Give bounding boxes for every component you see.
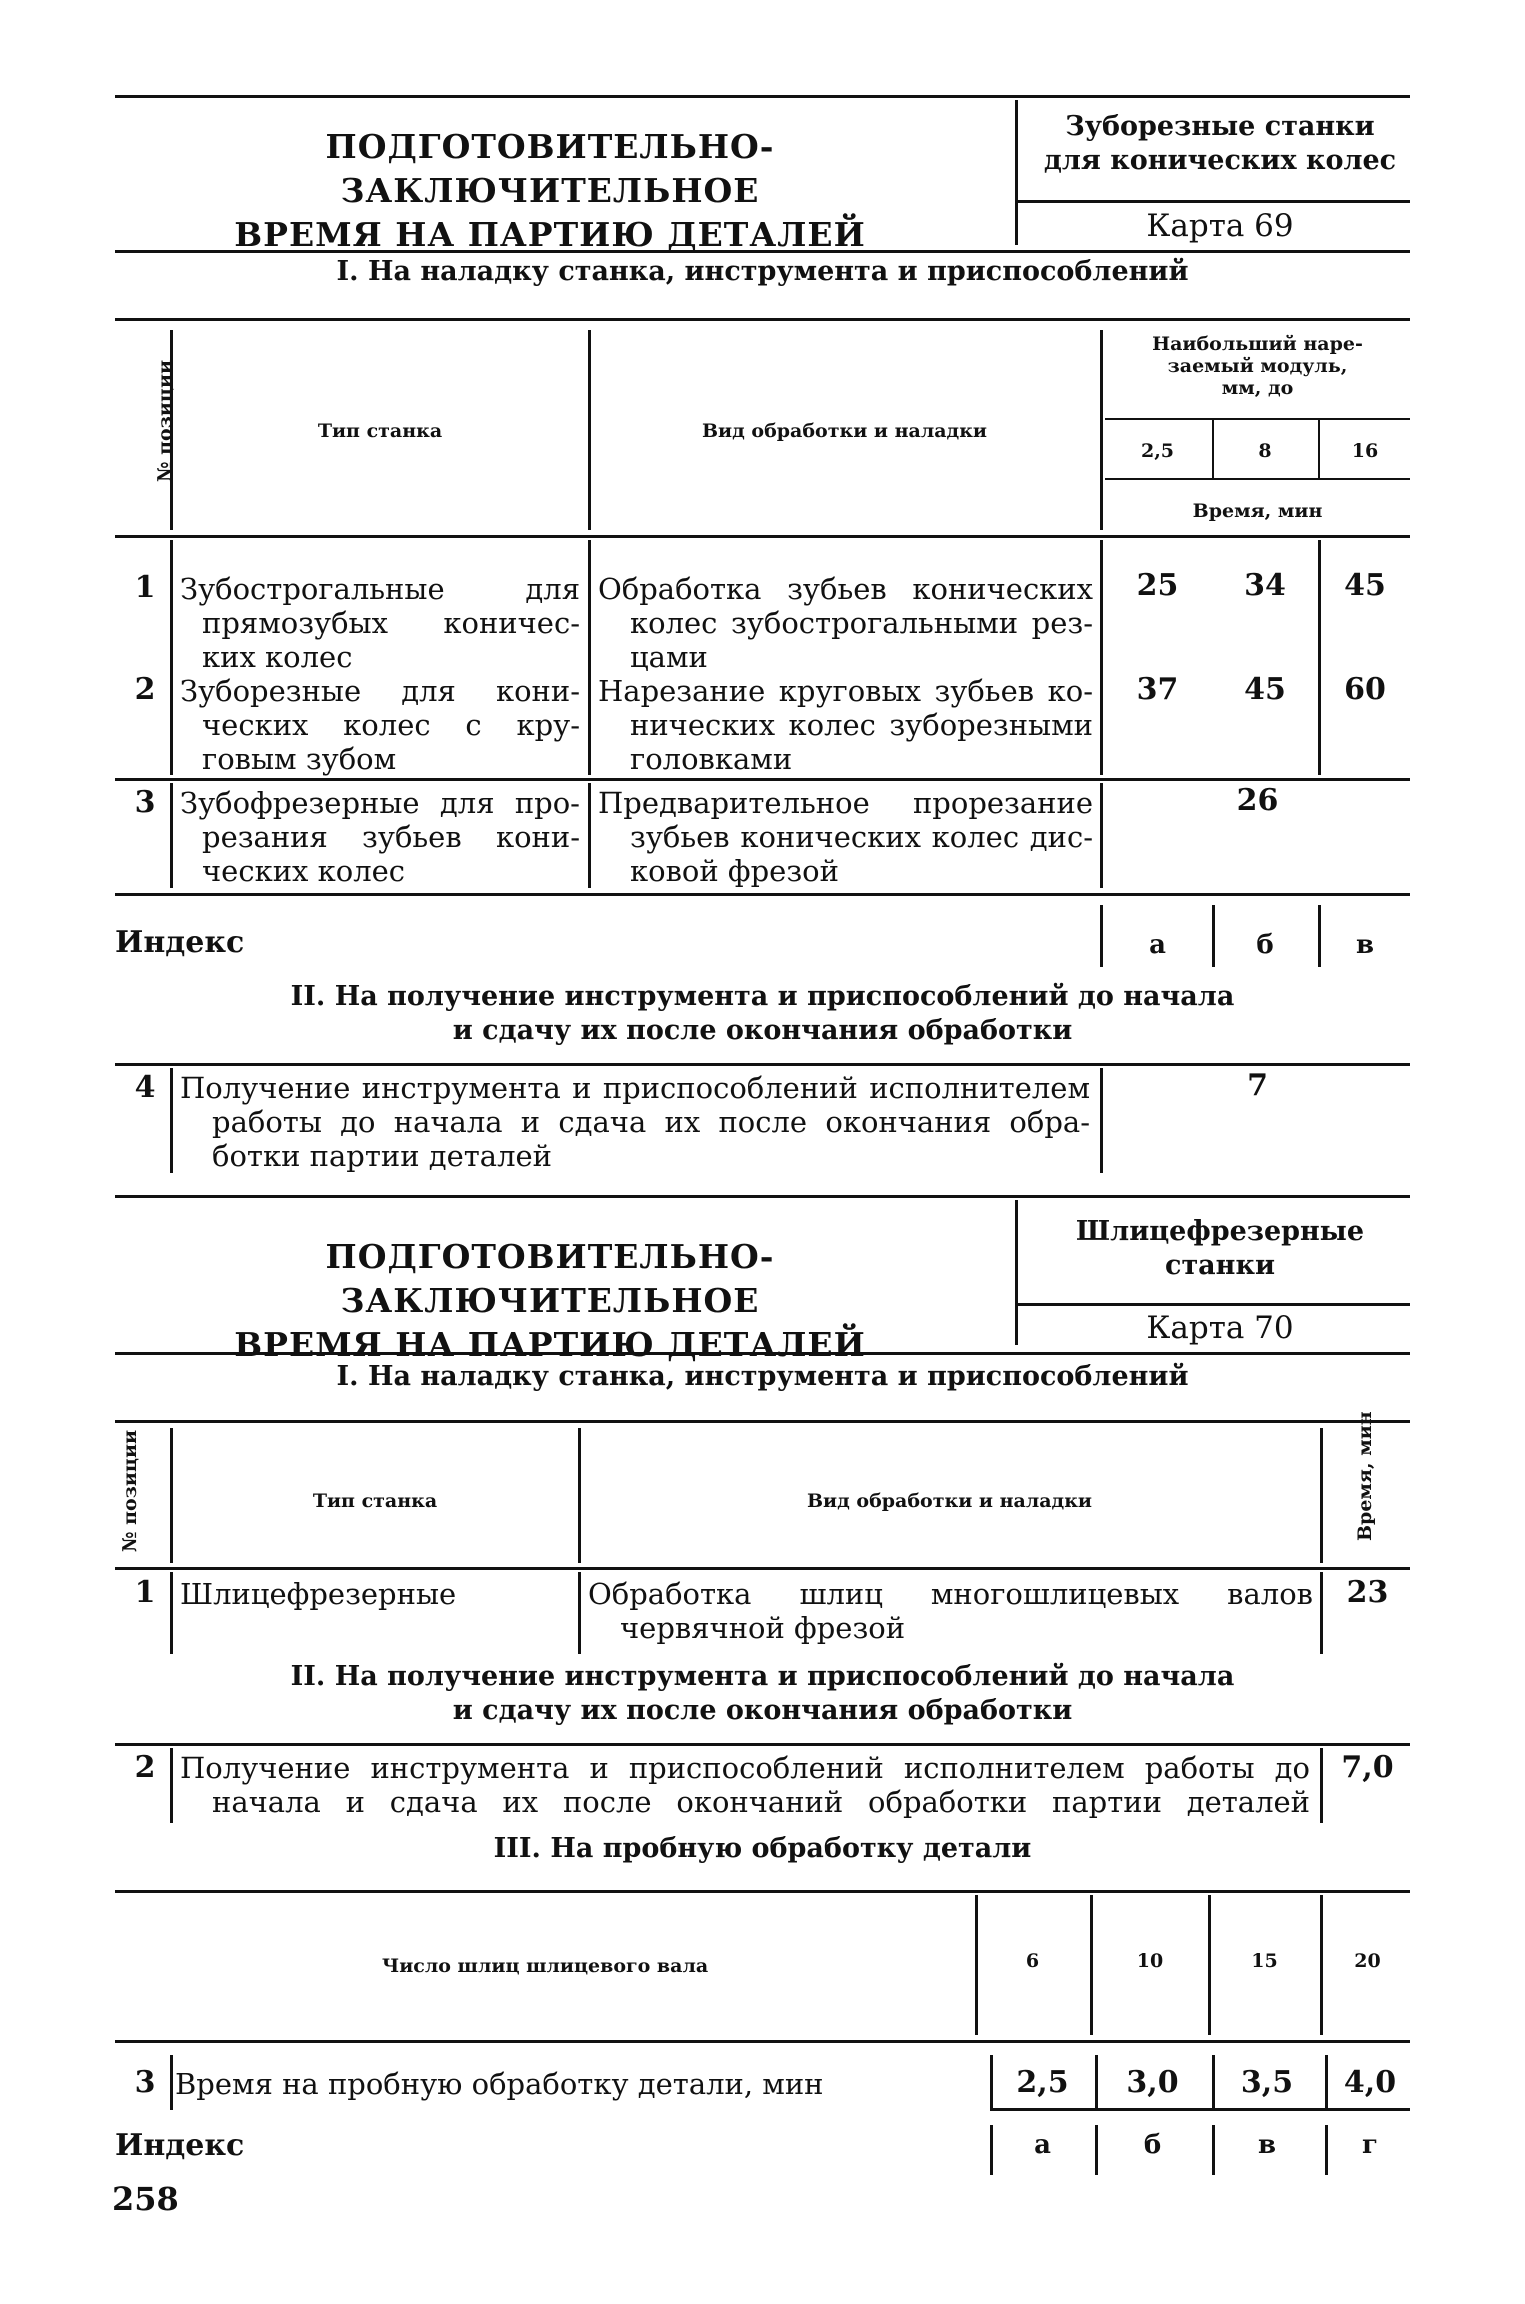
card69-table-bottom [115, 893, 1410, 896]
card69-time-rule [1105, 478, 1410, 480]
card69-row3-type-l2: резания зубьев кони- [202, 820, 580, 854]
card70-machine-line2: станки [1165, 1250, 1275, 1281]
card70-row1-vline-c [1320, 1572, 1323, 1654]
card69-vline-b [588, 330, 591, 530]
card70-row1-pos: 1 [134, 1575, 156, 1610]
card70-splines-10: 10 [1136, 1950, 1164, 1972]
card69-row4-pos: 4 [134, 1070, 156, 1105]
card70-section2-line1: II. На получение инструмента и приспособлений до начала [290, 1661, 1235, 1692]
card69-row3-value: 26 [1236, 783, 1279, 818]
card69-machine-line1: Зуборезные станки [1065, 111, 1375, 142]
card70-title-line1: ПОДГОТОВИТЕЛЬНО-ЗАКЛЮЧИТЕЛЬНОЕ [325, 1237, 775, 1320]
card69-machine-line2: для конических колес [1043, 145, 1397, 176]
card70-row1-work [588, 1577, 1313, 1645]
card70-row3-div-1 [990, 2055, 993, 2110]
card69-title [150, 125, 950, 257]
card70-row3-vline-a [170, 2055, 173, 2110]
card70-index-a: а [1034, 2130, 1051, 2160]
card70-row3-div-2 [1095, 2055, 1098, 2110]
card69-row1-work [598, 572, 1093, 674]
card69-index-div-a [1100, 905, 1103, 967]
card69-row2-work-l1: Нарезание круговых зубьев ко- [598, 674, 1093, 708]
card69-row3-vline-b [588, 783, 591, 888]
card70-row3-div-4 [1325, 2055, 1328, 2110]
card70-title-line2: ВРЕМЯ НА ПАРТИЮ ДЕТАЛЕЙ [234, 1325, 866, 1364]
card69-module-line2: заемый модуль, [1167, 355, 1348, 377]
card69-row2-type-l2: ческих колес с кру- [202, 708, 580, 742]
card69-col-type: Тип станка [317, 420, 443, 442]
card69-row1-v3: 45 [1344, 568, 1386, 603]
page-number: 258 [112, 2180, 179, 2218]
card69-row-vline-a [170, 540, 173, 775]
card70-row2-text [180, 1751, 1310, 1819]
card69-row1-type-l1: Зубострогальные для [180, 572, 580, 606]
card69-index-a: а [1149, 930, 1166, 960]
card69-module-1: 2,5 [1140, 440, 1175, 462]
card70-row3-v3: 3,5 [1240, 2065, 1294, 2100]
card69-index-label: Индекс [115, 925, 245, 960]
card70-section3: III. На пробную обработку детали [493, 1833, 1032, 1864]
card69-row3-vline-c [1100, 783, 1103, 888]
card70-vline-b [578, 1428, 581, 1563]
card70-splines-label: Число шлиц шлицевого вала [381, 1955, 709, 1977]
card70-index-d: г [1362, 2130, 1378, 2160]
card69-row4-vline-a [170, 1068, 173, 1173]
card70-splines-bottom [115, 2040, 1410, 2043]
card70-row2-value: 7,0 [1341, 1750, 1394, 1785]
card70-title [150, 1235, 950, 1367]
card69-row3-type [180, 786, 580, 888]
card69-row2-pos: 2 [134, 672, 156, 707]
card70-row3-v1: 2,5 [1016, 2065, 1069, 2100]
card70-splines-20: 20 [1354, 1950, 1381, 1972]
card69-row2-v2: 45 [1244, 672, 1286, 707]
card69-row2-type-l3: говым зубом [202, 742, 397, 776]
card69-machine-type [1030, 110, 1410, 178]
card70-col-work: Вид обработки и наладки [806, 1490, 1093, 1512]
card69-header-divider [1015, 100, 1018, 245]
card70-index-b: б [1143, 2130, 1162, 2160]
card70-machine-line1: Шлицефрезерные [1075, 1216, 1365, 1247]
card69-module-line1: Наибольший наре- [1152, 333, 1363, 355]
card70-index-c: в [1257, 2130, 1277, 2160]
card70-row1-type: Шлицефрезерные [180, 1577, 457, 1611]
card69-row3-pos: 3 [134, 785, 156, 820]
card70-row3-div-3 [1212, 2055, 1215, 2110]
card70-table-top [115, 1420, 1410, 1423]
card69-module-rule [1105, 418, 1410, 420]
card69-module-line3: мм, до [1221, 377, 1294, 399]
card70-col-type: Тип станка [312, 1490, 438, 1512]
card70-row2-l2: начала и сдача их после окончаний обработки партии деталей [212, 1785, 1310, 1819]
card69-col-work: Вид обработки и наладки [701, 420, 988, 442]
card69-row3-work [598, 786, 1093, 888]
card69-title-line2: ВРЕМЯ НА ПАРТИЮ ДЕТАЛЕЙ [234, 215, 866, 254]
card69-section2 [115, 980, 1410, 1048]
card69-vline-a [170, 330, 173, 530]
card70-index-div-1 [990, 2125, 993, 2175]
card69-section1: I. На наладку станка, инструмента и приспособлений [336, 256, 1189, 287]
card69-row2-type [180, 674, 580, 776]
card69-module-2: 8 [1258, 440, 1272, 462]
card70-card-label: Карта 70 [1146, 1310, 1294, 1346]
card69-section2-line1: II. На получение инструмента и приспособлений до начала [290, 981, 1235, 1012]
card69-row1-pos: 1 [134, 570, 156, 605]
card69-module-div-1 [1212, 420, 1214, 478]
card69-label-rule [1018, 200, 1410, 203]
card69-row3-work-l1: Предварительное прорезание [598, 786, 1093, 820]
card70-header-bottom [115, 1567, 1410, 1570]
card70-row1-vline-a [170, 1572, 173, 1654]
card69-row1-type [180, 572, 580, 674]
card70-section2 [115, 1660, 1410, 1728]
card69-row3-work-l3: ковой фрезой [630, 854, 839, 888]
card70-splines-div-1 [975, 1895, 978, 2035]
card70-row2-vline-b [1320, 1748, 1323, 1823]
card69-row1-v2: 34 [1244, 568, 1286, 603]
card69-col-module [1105, 333, 1410, 399]
card69-index-b: б [1256, 930, 1274, 960]
card69-col-pos: № позиции [154, 359, 176, 483]
card69-row3-type-l3: ческих колес [202, 854, 406, 888]
card69-vline-c [1100, 330, 1103, 530]
card70-row3-pos: 3 [134, 2065, 156, 2100]
card69-row4-text [180, 1071, 1090, 1173]
card69-row2-bottom [115, 778, 1410, 781]
card69-row1-type-l2: прямозубых коничес- [202, 606, 580, 640]
card70-col-pos: № позиции [119, 1429, 141, 1553]
card69-card-label: Карта 69 [1146, 208, 1294, 244]
card70-label-rule [1018, 1303, 1410, 1306]
card70-row2-pos: 2 [134, 1750, 156, 1785]
card69-row1-work-l1: Обработка зубьев конических [598, 572, 1093, 606]
card70-index-div-4 [1325, 2125, 1328, 2175]
card70-row1-work-l2: червячной фрезой [620, 1611, 906, 1645]
card70-section2-line2: и сдачу их после окончания обработки [452, 1695, 1073, 1726]
card69-row4-vline-b [1100, 1068, 1103, 1173]
card69-row-vline-b [588, 540, 591, 775]
card70-row1-work-l1: Обработка шлиц многошлицевых валов [588, 1577, 1313, 1611]
card69-row1-work-l2: колес зубострогальными рез- [630, 606, 1093, 640]
card69-row2-v3: 60 [1344, 672, 1386, 707]
card70-rule-1 [115, 1352, 1410, 1355]
card70-section1: I. На наладку станка, инструмента и приспособлений [336, 1361, 1189, 1392]
card70-machine-type [1030, 1215, 1410, 1283]
card70-splines-6: 6 [1025, 1950, 1040, 1972]
card70-splines-div-2 [1090, 1895, 1093, 2035]
card70-splines-div-4 [1320, 1895, 1323, 2035]
card69-row3-type-l1: Зубофрезерные для про- [180, 786, 580, 820]
card70-row2-vline-a [170, 1748, 173, 1823]
card70-splines-15: 15 [1251, 1950, 1278, 1972]
card69-row2-work-l2: нических колес зуборезными [630, 708, 1093, 742]
card70-row3-label: Время на пробную обработку детали, мин [175, 2067, 824, 2101]
card70-index-label: Индекс [115, 2128, 245, 2163]
card69-row4-value: 7 [1247, 1068, 1268, 1103]
card70-top-rule [115, 1195, 1410, 1198]
card69-section2-line2: и сдачу их после окончания обработки [452, 1015, 1073, 1046]
card69-rule-1 [115, 250, 1410, 253]
card70-row1-vline-b [578, 1572, 581, 1654]
card69-table-top [115, 318, 1410, 321]
card69-row3-vline-a [170, 783, 173, 888]
card69-row1-type-l3: ких колес [202, 640, 353, 674]
card70-row1-value: 23 [1346, 1575, 1389, 1610]
card69-row1-work-l3: цами [630, 640, 708, 674]
card69-index-c: в [1355, 930, 1375, 960]
card69-title-line1: ПОДГОТОВИТЕЛЬНО-ЗАКЛЮЧИТЕЛЬНОЕ [325, 127, 775, 210]
card70-splines-top [115, 1890, 1410, 1893]
card69-row3-work-l2: зубьев конических колес дис- [630, 820, 1093, 854]
card69-row2-work-l3: головками [630, 742, 793, 776]
card70-row2-l1: Получение инструмента и приспособлений исполнителем работы до [180, 1751, 1310, 1785]
card69-row4-l3: ботки партии деталей [212, 1139, 552, 1173]
card69-row4-top [115, 1063, 1410, 1066]
card70-col-time: Время, мин [1354, 1411, 1376, 1541]
card69-row2-v1: 37 [1136, 672, 1179, 707]
card69-row1-v1: 25 [1136, 568, 1179, 603]
card70-vline-a [170, 1428, 173, 1563]
card69-row2-work [598, 674, 1093, 776]
card69-row4-l2: работы до начала и сдача их после окончания обра- [212, 1105, 1090, 1139]
card70-row3-v2: 3,0 [1126, 2065, 1179, 2100]
card70-row3-underline [990, 2108, 1410, 2111]
card70-splines-div-3 [1208, 1895, 1211, 2035]
card70-row3-v4: 4,0 [1343, 2065, 1397, 2100]
card70-index-div-2 [1095, 2125, 1098, 2175]
card69-header-bottom [115, 535, 1410, 538]
card69-row2-type-l1: Зуборезные для кони- [180, 674, 580, 708]
card70-row2-top [115, 1743, 1410, 1746]
card69-module-3: 16 [1351, 440, 1379, 462]
card70-index-div-3 [1212, 2125, 1215, 2175]
card70-header-divider [1015, 1200, 1018, 1345]
card69-col-time: Время, мин [1192, 500, 1323, 522]
card69-row4-l1: Получение инструмента и приспособлений исполнителем [180, 1071, 1090, 1105]
card69-row-vline-c [1100, 540, 1103, 775]
card70-vline-c [1320, 1428, 1323, 1563]
top-rule [115, 95, 1410, 98]
